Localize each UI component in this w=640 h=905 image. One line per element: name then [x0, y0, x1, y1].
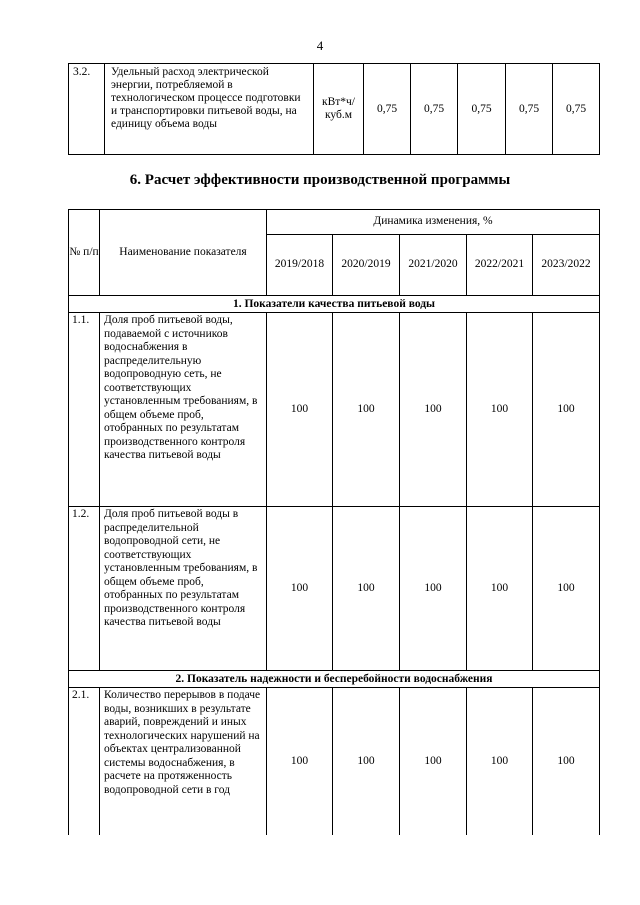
row-number: 2.1.: [69, 688, 100, 835]
group-row: [69, 296, 600, 313]
efficiency-table: [68, 209, 600, 835]
indicator-name: Доля проб питьевой воды, подаваемой с источников водоснабжения в распределительную водопроводную сеть, не соответствующих установленным требованиям, в общем объеме проб, отобранных по результатам производственного контроля качества питьевой воды: [100, 313, 267, 507]
value-cell: 0,75: [458, 64, 506, 155]
value-cell: 100: [467, 313, 533, 507]
unit-cell: кВт*ч/ куб.м: [314, 64, 364, 155]
section-title: 6. Расчет эффективности производственной программы: [129, 172, 511, 188]
table-row: [69, 507, 600, 671]
value-cell: 100: [400, 688, 467, 835]
value-cell: 100: [333, 313, 400, 507]
value-cell: 100: [400, 313, 467, 507]
column-header-year: 2023/2022: [533, 235, 600, 296]
row-number: 1.1.: [69, 313, 100, 507]
column-header-name: Наименование показателя: [100, 210, 267, 296]
value-cell: 100: [533, 507, 600, 671]
column-header-year: 2022/2021: [467, 235, 533, 296]
value-cell: 100: [267, 313, 333, 507]
value-cell: 100: [400, 507, 467, 671]
value-cell: 100: [267, 507, 333, 671]
row-number: 3.2.: [69, 64, 105, 155]
group-title: 1. Показатели качества питьевой воды: [69, 296, 600, 313]
group-row: [69, 671, 600, 688]
value-cell: 100: [467, 507, 533, 671]
value-cell: 100: [533, 688, 600, 835]
indicator-name: Количество перерывов в подаче воды, возникших в результате аварий, повреждений и иных технологических нарушений на объектах централизованной системы водоснабжения, в расчете на протяженность водопроводной сети в год: [100, 688, 267, 835]
row-number: 1.2.: [69, 507, 100, 671]
column-header-number: № п/п: [69, 210, 100, 296]
continued-indicators-table: [68, 63, 600, 155]
value-cell: 0,75: [506, 64, 553, 155]
column-header-year: 2019/2018: [267, 235, 333, 296]
value-cell: 0,75: [553, 64, 600, 155]
value-cell: 0,75: [411, 64, 458, 155]
column-header-year: 2020/2019: [333, 235, 400, 296]
value-cell: 100: [533, 313, 600, 507]
value-cell: 100: [267, 688, 333, 835]
table-row: [69, 313, 600, 507]
page-number: 4: [316, 38, 324, 53]
table-header-row: [69, 210, 600, 235]
indicator-name: Доля проб питьевой воды в распределительной водопроводной сети, не соответствующих установленным требованиям, в общем объеме проб, отобранных по результатам производственного контроля качества питьевой воды: [100, 507, 267, 671]
column-header-year: 2021/2020: [400, 235, 467, 296]
table-row: [69, 688, 600, 835]
group-title: 2. Показатель надежности и бесперебойности водоснабжения: [69, 671, 600, 688]
table-row: [69, 64, 600, 155]
value-cell: 0,75: [364, 64, 411, 155]
value-cell: 100: [467, 688, 533, 835]
column-header-dynamics: Динамика изменения, %: [267, 210, 600, 235]
value-cell: 100: [333, 688, 400, 835]
value-cell: 100: [333, 507, 400, 671]
indicator-name: Удельный расход электрической энергии, потребляемой в технологическом процессе подготовки и транспортировки питьевой воды, на единицу объема воды: [105, 64, 314, 155]
